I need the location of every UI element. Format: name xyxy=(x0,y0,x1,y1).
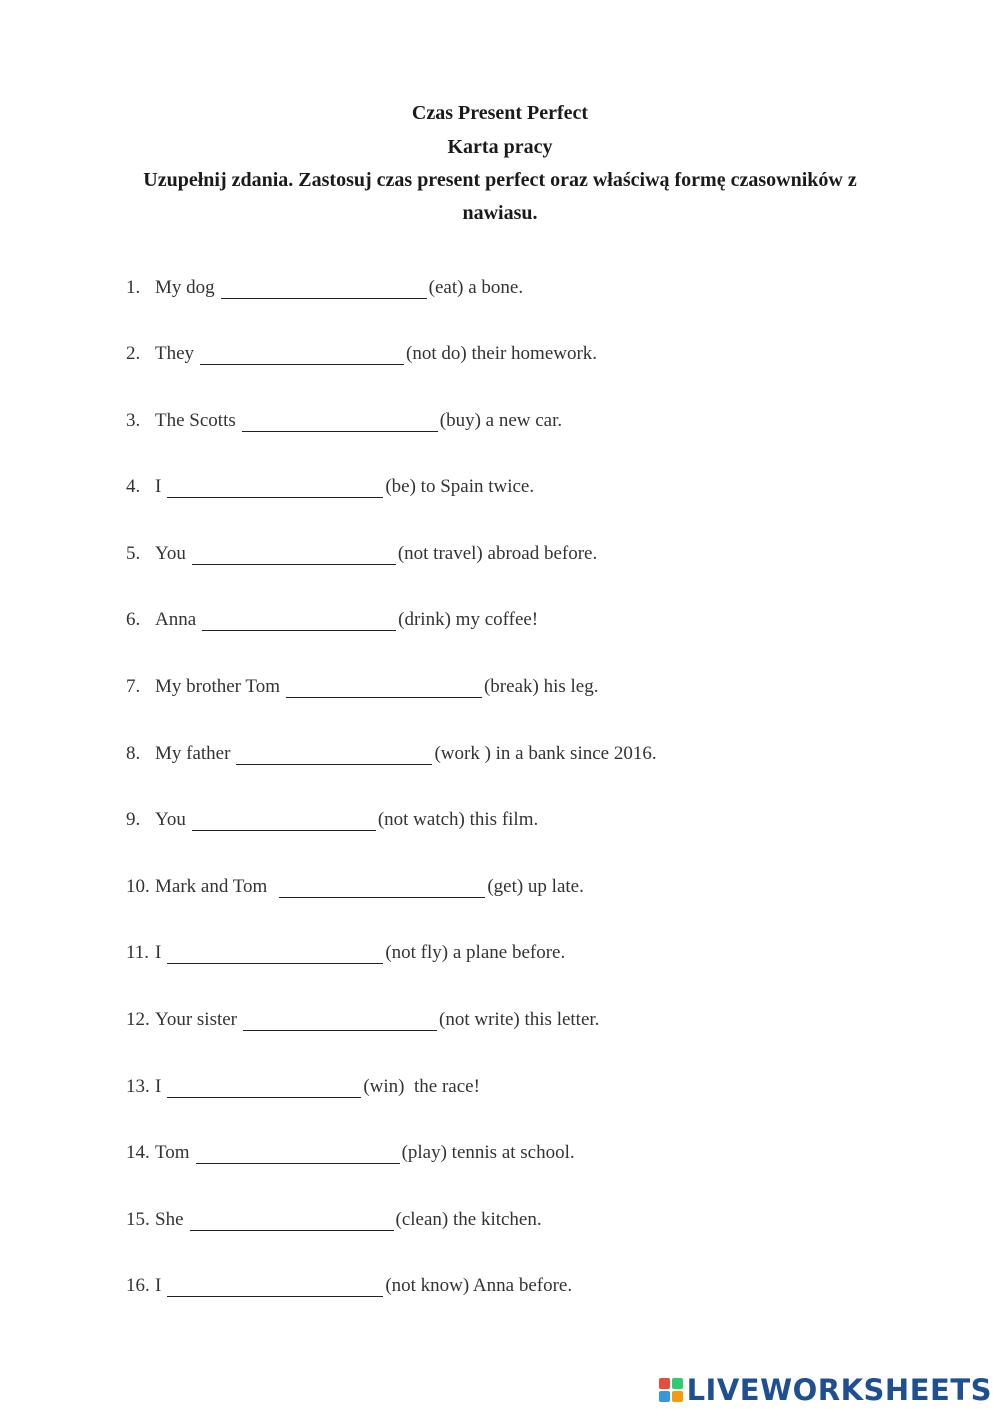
item-verb-hint: (be) to Spain twice. xyxy=(385,476,535,497)
item-subject: Tom xyxy=(155,1142,190,1163)
worksheet-header xyxy=(100,96,900,230)
exercise-item xyxy=(126,658,598,698)
item-subject: My father xyxy=(155,743,231,764)
item-verb-hint: (buy) a new car. xyxy=(439,410,563,431)
item-number: 3. xyxy=(126,410,141,431)
item-number: 1. xyxy=(126,277,141,298)
logo-square xyxy=(659,1391,670,1402)
worksheet-subtitle: Karta pracy xyxy=(447,136,553,158)
exercise-item xyxy=(126,1257,572,1297)
item-verb-hint: (not write) this letter. xyxy=(439,1009,600,1030)
exercise-item xyxy=(126,325,597,365)
answer-blank[interactable] xyxy=(286,675,482,698)
item-verb-hint: (clean) the kitchen. xyxy=(395,1209,542,1230)
answer-blank[interactable] xyxy=(167,941,383,964)
answer-blank[interactable] xyxy=(192,808,376,831)
exercise-item xyxy=(126,858,584,898)
answer-blank[interactable] xyxy=(243,1008,437,1031)
item-subject: Your sister xyxy=(155,1009,238,1030)
item-subject: They xyxy=(155,343,195,364)
item-verb-hint: (drink) my coffee! xyxy=(398,609,539,630)
item-verb-hint: (not watch) this film. xyxy=(377,809,539,830)
logo-square xyxy=(672,1391,683,1402)
item-number: 8. xyxy=(126,743,141,764)
item-number: 9. xyxy=(126,809,141,830)
item-subject: You xyxy=(155,543,186,564)
item-number: 16. xyxy=(126,1275,150,1296)
answer-blank[interactable] xyxy=(236,742,432,765)
exercise-item xyxy=(126,591,538,631)
item-subject: I xyxy=(155,1275,162,1296)
item-subject: I xyxy=(155,476,162,497)
exercise-item xyxy=(126,259,523,299)
item-number: 5. xyxy=(126,543,141,564)
item-number: 14. xyxy=(126,1142,150,1163)
answer-blank[interactable] xyxy=(279,875,485,898)
item-subject: You xyxy=(155,809,186,830)
logo-square xyxy=(659,1378,670,1389)
item-subject: She xyxy=(155,1209,184,1230)
item-number: 6. xyxy=(126,609,141,630)
item-verb-hint: (not travel) abroad before. xyxy=(397,543,598,564)
item-number: 13. xyxy=(126,1076,150,1097)
answer-blank[interactable] xyxy=(167,475,383,498)
item-verb-hint: (work ) in a bank since 2016. xyxy=(434,743,657,764)
exercise-item xyxy=(126,458,534,498)
answer-blank[interactable] xyxy=(200,342,404,365)
logo-mark-icon xyxy=(659,1378,683,1402)
item-subject: I xyxy=(155,1076,162,1097)
worksheet-instruction: Uzupełnij zdania. Zastosuj czas present perfect oraz właściwą formę czasowników z nawiasu. xyxy=(143,169,857,224)
item-subject: The Scotts xyxy=(155,410,236,431)
item-verb-hint: (play) tennis at school. xyxy=(401,1142,575,1163)
item-subject: Mark and Tom xyxy=(155,876,268,897)
item-verb-hint: (get) up late. xyxy=(487,876,584,897)
item-number: 11. xyxy=(126,942,150,963)
answer-blank[interactable] xyxy=(242,409,438,432)
item-subject: My brother Tom xyxy=(155,676,280,697)
answer-blank[interactable] xyxy=(167,1075,361,1098)
exercise-item xyxy=(126,392,562,432)
item-verb-hint: (not do) their homework. xyxy=(406,343,598,364)
item-verb-hint: (not know) Anna before. xyxy=(385,1275,573,1296)
item-number: 4. xyxy=(126,476,141,497)
exercise-item xyxy=(126,1124,575,1164)
exercise-item xyxy=(126,1191,542,1231)
exercise-item xyxy=(126,924,565,964)
item-subject: Anna xyxy=(155,609,197,630)
answer-blank[interactable] xyxy=(167,1274,383,1297)
item-number: 10. xyxy=(126,876,150,897)
logo-square xyxy=(672,1378,683,1389)
item-verb-hint: (not fly) a plane before. xyxy=(385,942,566,963)
item-verb-hint: (win) the race! xyxy=(363,1076,480,1097)
exercise-item xyxy=(126,1058,480,1098)
item-subject: I xyxy=(155,942,162,963)
item-number: 7. xyxy=(126,676,141,697)
answer-blank[interactable] xyxy=(190,1208,394,1231)
exercise-item xyxy=(126,991,599,1031)
logo-text: LIVEWORKSHEETS xyxy=(686,1373,992,1407)
liveworksheets-logo[interactable] xyxy=(659,1375,992,1405)
item-subject: My dog xyxy=(155,277,215,298)
exercise-item xyxy=(126,725,657,765)
item-number: 2. xyxy=(126,343,141,364)
item-number: 12. xyxy=(126,1009,150,1030)
item-verb-hint: (eat) a bone. xyxy=(428,277,524,298)
answer-blank[interactable] xyxy=(202,608,396,631)
item-verb-hint: (break) his leg. xyxy=(483,676,599,697)
worksheet-title: Czas Present Perfect xyxy=(411,102,589,124)
answer-blank[interactable] xyxy=(192,542,396,565)
exercise-item xyxy=(126,525,597,565)
answer-blank[interactable] xyxy=(221,276,427,299)
exercise-item xyxy=(126,791,538,831)
item-number: 15. xyxy=(126,1209,150,1230)
answer-blank[interactable] xyxy=(196,1141,400,1164)
